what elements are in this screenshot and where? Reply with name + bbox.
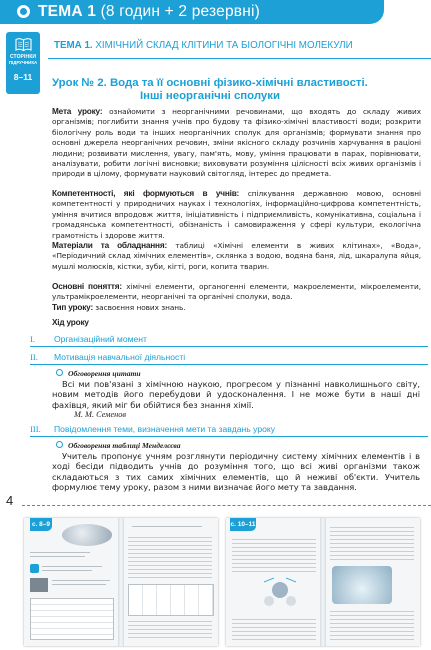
water-molecule-diagram — [260, 576, 300, 612]
circle-bullet-icon — [17, 5, 30, 18]
body-paragraph: Учитель пропонує учням розглянути періодичну систему хімічних елементів і в ході бесіди підводить учнів до розуміння того, що всі живі організми також складаються з тих самих хімічних елементів, що й неживі об'єкти. Учитель формулює тему уроку, разом з ними визначає його мету та завдання. — [52, 451, 420, 492]
dashed-divider — [22, 505, 431, 508]
badge-sublabel: ПІДРУЧНИКА — [8, 60, 38, 65]
section-2-heading: II. Мотивація навчальної діяльності — [30, 352, 428, 365]
spread-page-label: с. 8–9 — [30, 518, 52, 531]
lesson-title: Урок № 2. Вода та її основні фізико-хімічні властивості. Інші неорганічні сполуки — [52, 77, 368, 102]
textbook-pages-badge — [6, 32, 40, 94]
subsection-quote-discussion: Обговорення цитати — [56, 369, 141, 378]
badge-pages: 8–11 — [13, 72, 33, 82]
lesson-concepts: Основні поняття: хімічні елементи, органогенні елементи, макроелементи, мікроелементи, ультрамікроелементи, неорганічні та органічні сполуки, вода. — [52, 282, 421, 302]
table-illustration — [128, 584, 214, 616]
water-cycle-illustration — [332, 566, 392, 604]
section-3-heading: III. Повідомлення теми, визначення мети та завдань уроку — [30, 424, 428, 437]
molecule-illustration — [62, 524, 112, 546]
textbook-spread-thumbnail-2 — [226, 518, 420, 646]
textbook-spread-thumbnail-1 — [24, 518, 218, 646]
topic-header-tab — [0, 0, 384, 24]
page-number: 4 — [6, 493, 14, 508]
lesson-materials: Матеріали та обладнання: таблиці «Хімічні елементи в живих клітинах», «Вода», «Періодичний склад хімічних елементів», склянка з водою, водяна баня, лід, шкаралупа яйця, мушлі молюсків, кістки, зуби, кігті, роги, копита тварин. — [52, 241, 421, 271]
quote-author: М. М. Семенов — [74, 410, 127, 419]
topic-heading: ТЕМА 1. ХІМІЧНИЙ СКЛАД КЛІТИНИ ТА БІОЛОГІЧНІ МОЛЕКУЛИ — [54, 40, 353, 51]
quote-text: Всі ми пов'язані з хімічною наукою, прогресом у пізнанні навколишнього світу, новим методів його перебудови й удосконалення. І не може бути в наші дні фахівця, який міг би обійтися без знання хімії. — [52, 379, 420, 410]
lesson-competences: Компетентності, які формуються в учнів: спілкування державною мовою, основні компетентності у природничих науках і технологіях, інформаційно-цифрова компетентність, уміння вчитися впродовж життя, ініціативність і підприємливість, комунікативна, соціальна і громадянська компетентності, обізнаність і самовираження у сфері культури, екологічна грамотність і здорове життя. — [52, 189, 421, 240]
topic-divider — [48, 58, 431, 59]
qr-code — [30, 578, 48, 592]
subsection-periodic-table: Обговорення таблиці Менделєєва — [56, 441, 181, 450]
lesson-type: Тип уроку: засвоєння нових знань. — [52, 303, 186, 312]
lesson-course-heading: Хід уроку — [52, 318, 89, 327]
book-icon — [15, 38, 32, 51]
circle-bullet-icon — [56, 369, 63, 376]
section-1-heading: I. Організаційний момент — [30, 334, 428, 347]
spread-page-label: с. 10–11 — [230, 518, 256, 531]
tema-title: ТЕМА 1 (8 годин + 2 резервні) — [38, 3, 260, 20]
circle-bullet-icon — [56, 441, 63, 448]
lesson-goal: Мета уроку: ознайомити з неорганічними речовинами, що входять до складу живих організмів; поглибити знання учнів про будову та фізико-хімічні властивості води; розкрити біологічну роль води та інших неорганічних сполук для організмів; формувати знання про основні джерела неорганічних речовин, зміни якісного складу розчинів харчування в раціоні людини; розвивати мислення, увагу, пам'ять, мову, уміння працювати в парах, порівнювати, аналізувати, робити логічні висновки; виховувати розуміння цілісності всіх живих організмів і природи в цілому, формувати науковий світогляд, інтерес до предмета. — [52, 107, 421, 179]
badge-label: СТОРІНКИ — [9, 54, 37, 60]
table-illustration — [30, 598, 114, 640]
